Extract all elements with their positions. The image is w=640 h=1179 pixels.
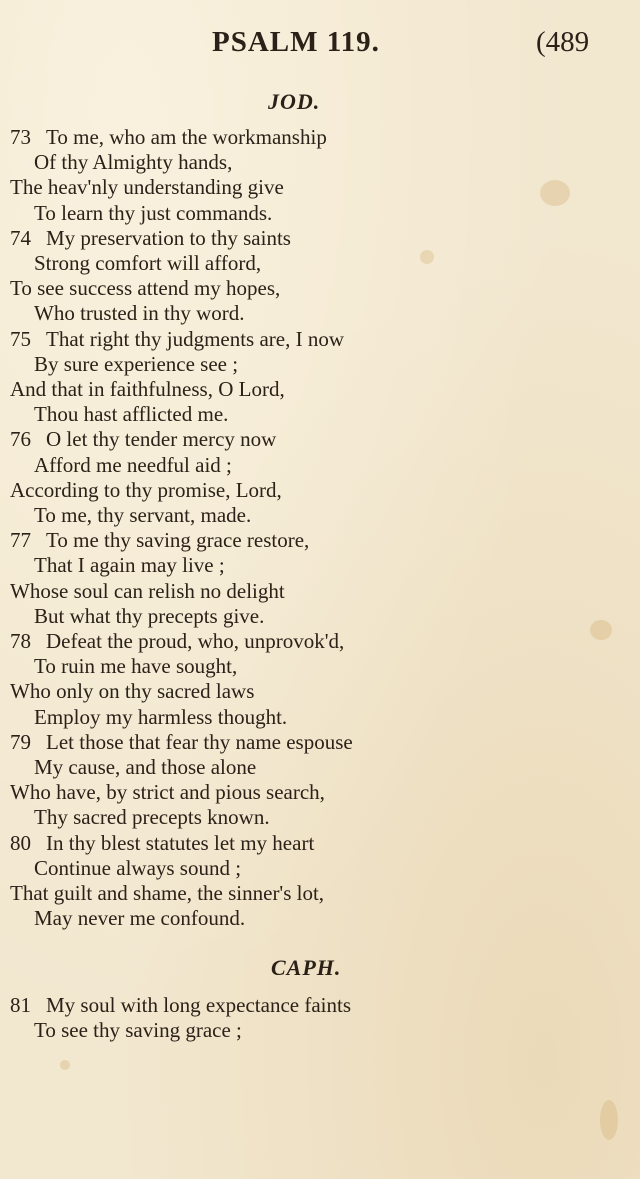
verse-line bbox=[10, 327, 344, 352]
verse-text: To see thy saving grace ; bbox=[34, 1018, 242, 1043]
verse-text: But what thy precepts give. bbox=[34, 603, 265, 628]
verse-text: Thy sacred precepts known. bbox=[34, 805, 270, 830]
verse-text: My preservation to thy saints bbox=[46, 225, 291, 250]
verse-line bbox=[10, 377, 285, 402]
verse-text: Who only on thy sacred laws bbox=[10, 679, 255, 704]
verse-text: To learn thy just commands. bbox=[34, 200, 273, 225]
verse-line bbox=[34, 402, 228, 427]
verse-line bbox=[10, 478, 282, 503]
verse-line bbox=[34, 251, 261, 276]
verse-text: To me, who am the workmanship bbox=[46, 125, 327, 149]
verse-number: 76 bbox=[10, 427, 31, 452]
verse-text: Thou hast afflicted me. bbox=[34, 402, 229, 427]
verse-number: 78 bbox=[10, 629, 31, 653]
verse-line bbox=[10, 427, 276, 452]
page-title: PSALM 119. bbox=[212, 26, 380, 58]
verse-line bbox=[10, 528, 309, 553]
stain-mark bbox=[590, 620, 612, 640]
verse-line bbox=[34, 503, 251, 528]
verse-line bbox=[34, 453, 232, 478]
verse-line bbox=[10, 579, 285, 604]
section-title-caph: CAPH. bbox=[271, 955, 342, 980]
verse-text: In thy blest statutes let my heart bbox=[46, 830, 315, 855]
verse-line bbox=[34, 201, 272, 226]
verse-text: Who trusted in thy word. bbox=[34, 301, 245, 326]
verse-line bbox=[34, 805, 270, 830]
verse-number: 79 bbox=[10, 729, 31, 754]
verse-text: Let those that fear thy name espouse bbox=[46, 729, 353, 754]
verse-number: 73 bbox=[10, 125, 31, 149]
verse-text: My cause, and those alone bbox=[34, 755, 257, 779]
verse-text: And that in faithfulness, O Lord, bbox=[10, 377, 285, 401]
verse-text: To see success attend my hopes, bbox=[10, 276, 281, 301]
stain-mark bbox=[420, 250, 434, 264]
verse-text: To me thy saving grace restore, bbox=[46, 528, 310, 553]
verse-line bbox=[10, 679, 254, 704]
verse-line bbox=[34, 1018, 242, 1043]
verse-number: 77 bbox=[10, 528, 31, 553]
verse-line bbox=[10, 993, 351, 1018]
page-number: (489 bbox=[536, 26, 590, 58]
verse-number: 81 bbox=[10, 993, 31, 1017]
verse-text: To ruin me have sought, bbox=[34, 654, 238, 679]
verse-text: O let thy tender mercy now bbox=[46, 427, 277, 452]
stain-mark bbox=[540, 180, 570, 206]
verse-number: 74 bbox=[10, 225, 31, 250]
verse-text: That right thy judgments are, I now bbox=[46, 326, 345, 351]
verse-line bbox=[34, 906, 245, 931]
section-title-jod: JOD. bbox=[268, 89, 321, 114]
verse-number: 75 bbox=[10, 326, 31, 351]
verse-line bbox=[10, 629, 344, 654]
verse-line bbox=[10, 175, 284, 200]
verse-text: Employ my harmless thought. bbox=[34, 704, 288, 729]
verse-line bbox=[34, 604, 264, 629]
verse-text: The heav'nly understanding give bbox=[10, 175, 284, 200]
verse-line bbox=[10, 780, 325, 805]
verse-text: To me, thy servant, made. bbox=[34, 503, 252, 527]
verse-line bbox=[10, 831, 314, 856]
verse-line bbox=[34, 301, 245, 326]
verse-number: 80 bbox=[10, 830, 31, 855]
verse-line bbox=[34, 755, 256, 780]
verse-text: Who have, by strict and pious search, bbox=[10, 780, 325, 805]
verse-line bbox=[34, 705, 287, 730]
verse-text: Defeat the proud, who, unprovok'd, bbox=[46, 629, 345, 653]
verse-line bbox=[34, 352, 238, 377]
verse-text: My soul with long expectance faints bbox=[46, 993, 352, 1017]
stain-mark bbox=[60, 1060, 70, 1070]
verse-line bbox=[34, 856, 241, 881]
verse-line bbox=[10, 125, 327, 150]
verse-text: That I again may live ; bbox=[34, 553, 225, 578]
verse-text: Afford me needful aid ; bbox=[34, 452, 232, 477]
verse-text: Of thy Almighty hands, bbox=[34, 150, 233, 175]
verse-text: Continue always sound ; bbox=[34, 855, 242, 880]
verse-line bbox=[34, 553, 225, 578]
verse-text: According to thy promise, Lord, bbox=[10, 477, 282, 502]
verse-text: Strong comfort will afford, bbox=[34, 251, 262, 275]
verse-line bbox=[34, 654, 237, 679]
verse-line bbox=[34, 150, 232, 175]
verse-text: Whose soul can relish no delight bbox=[10, 578, 285, 603]
stain-mark bbox=[600, 1100, 618, 1140]
verse-line bbox=[10, 226, 291, 251]
verse-line bbox=[10, 881, 324, 906]
verse-text: By sure experience see ; bbox=[34, 351, 239, 376]
verse-text: May never me confound. bbox=[34, 906, 246, 931]
page-header bbox=[0, 26, 640, 66]
verse-text: That guilt and shame, the sinner's lot, bbox=[10, 881, 325, 905]
verse-line bbox=[10, 276, 280, 301]
verse-line bbox=[10, 730, 353, 755]
